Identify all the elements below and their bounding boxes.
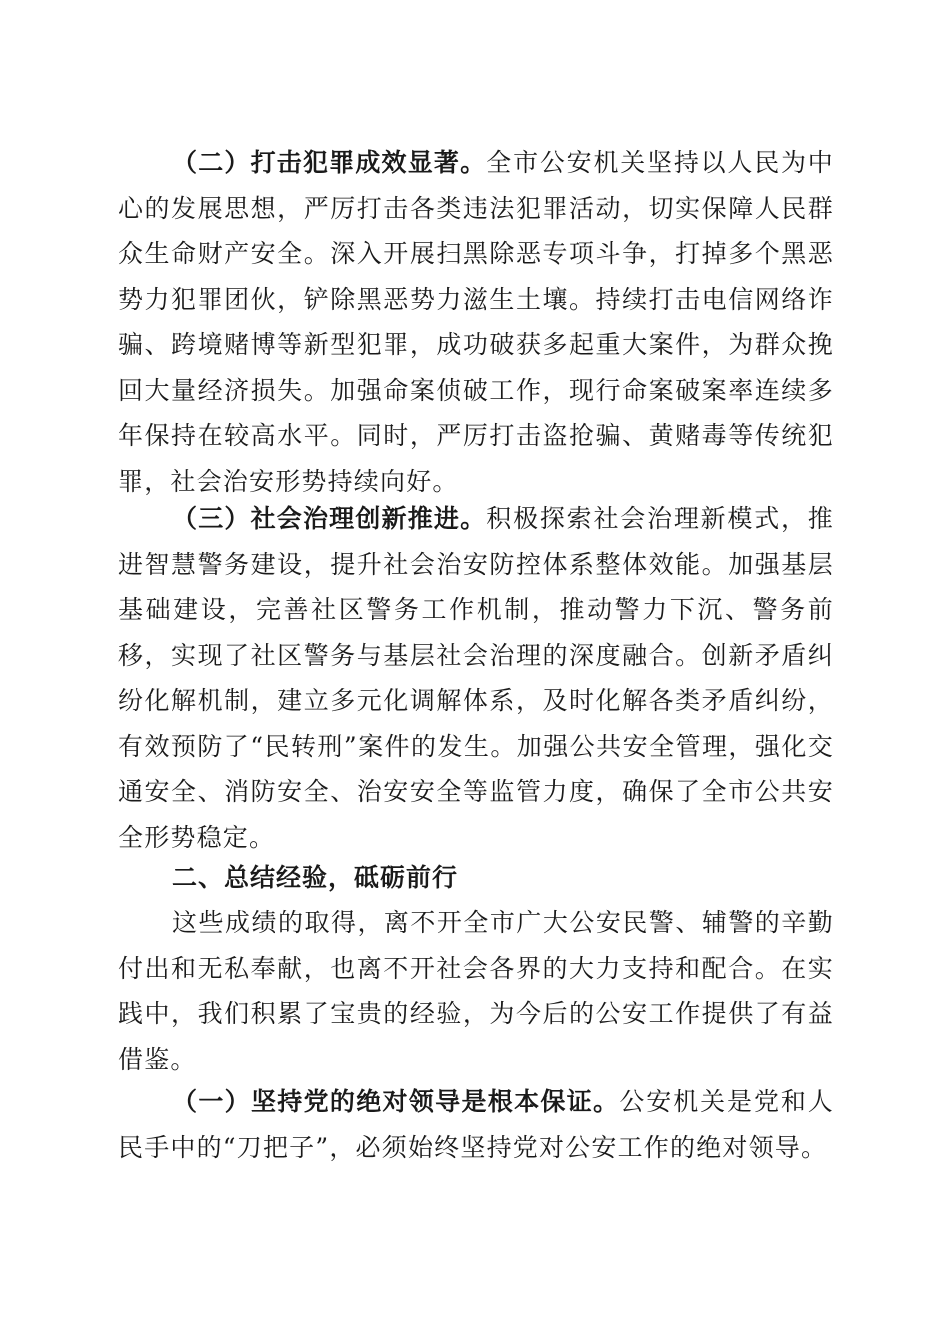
paragraph [118,140,834,504]
section-heading-two [118,855,834,901]
paragraph-body: 公安机关是党和人民手中的“刀把子”，必须始终坚持党对公安工作的绝对领导。 [118,1087,835,1162]
section-social-governance [118,496,834,860]
section-party-leadership [118,1079,834,1170]
paragraph [118,1079,834,1170]
paragraph-body: 全市公安机关坚持以人民为中心的发展思想，严厉打击各类违法犯罪活动，切实保障人民群众生命财产安全。深入开展扫黑除恶专项斗争，打掉多个黑恶势力犯罪团伙，铲除黑恶势力滋生土壤。持续打击电信网络诈骗、跨境赌博等新型犯罪，成功破获多起重大案件，为群众挽回大量经济损失。加强命案侦破工作，现行命案破案率连续多年保持在较高水平。同时，严厉打击盗抢骗、黄赌毒等传统犯罪，社会治安形势持续向好。 [118,148,834,496]
section-criminal-crackdown [118,140,834,504]
paragraph-body: 积极探索社会治理新模式，推进智慧警务建设，提升社会治安防控体系整体效能。加强基层基础建设，完善社区警务工作机制，推动警力下沉、警务前移，实现了社区警务与基层社会治理的深度融合。创新矛盾纠纷化解机制，建立多元化调解体系，及时化解各类矛盾纠纷，有效预防了“民转刑”案件的发生。加强公共安全管理，强化交通安全、消防安全、治安安全等监管力度，确保了全市公共安全形势稳定。 [118,504,834,852]
paragraph-lead: （二）打击犯罪成效显著。 [172,148,487,177]
section-experience-intro [118,900,834,1082]
paragraph [118,900,834,1082]
section-heading: 二、总结经验，砥砺前行 [172,863,459,892]
paragraph-lead: （一）坚持党的绝对领导是根本保证。 [172,1087,620,1116]
paragraph-body: 这些成绩的取得，离不开全市广大公安民警、辅警的辛勤付出和无私奉献，也离不开社会各界的大力支持和配合。在实践中，我们积累了宝贵的经验，为今后的公安工作提供了有益借鉴。 [118,908,834,1074]
paragraph-lead: （三）社会治理创新推进。 [172,504,487,533]
paragraph [118,496,834,860]
